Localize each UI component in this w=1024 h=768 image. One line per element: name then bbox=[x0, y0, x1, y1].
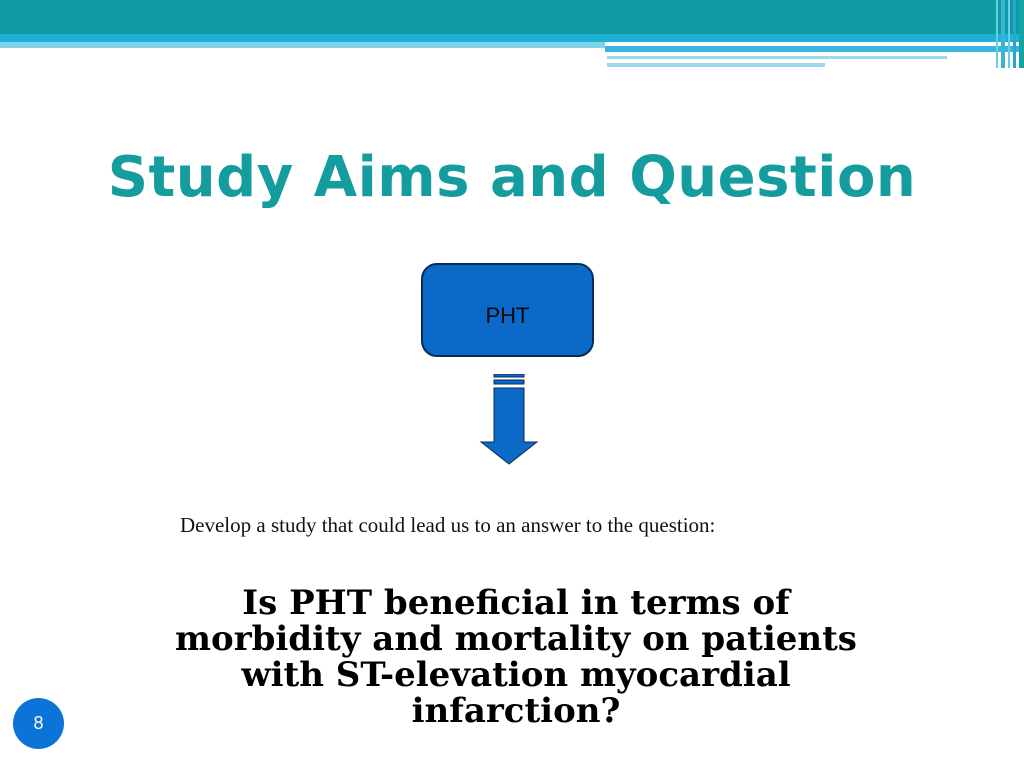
header-stripe-light bbox=[0, 42, 605, 48]
header-stripe-right bbox=[605, 46, 1024, 52]
header-vertical-lines bbox=[994, 0, 1024, 68]
slide-number-badge: 8 bbox=[13, 698, 64, 749]
header-thin-line bbox=[607, 56, 947, 59]
header-stripe bbox=[0, 34, 1024, 42]
pht-box-label: PHT bbox=[485, 303, 530, 328]
slide-title: Study Aims and Question bbox=[107, 145, 917, 210]
research-question: Is PHT beneficial in terms of morbidity and mortality on patients with ST-elevation myocardial infarction? bbox=[175, 583, 857, 731]
pht-box bbox=[421, 263, 594, 357]
header-thin-line-short bbox=[607, 63, 825, 67]
header-bar bbox=[0, 0, 1024, 34]
instruction-text: Develop a study that could lead us to an answer to the question: bbox=[180, 513, 716, 537]
down-arrow-icon bbox=[478, 374, 540, 466]
